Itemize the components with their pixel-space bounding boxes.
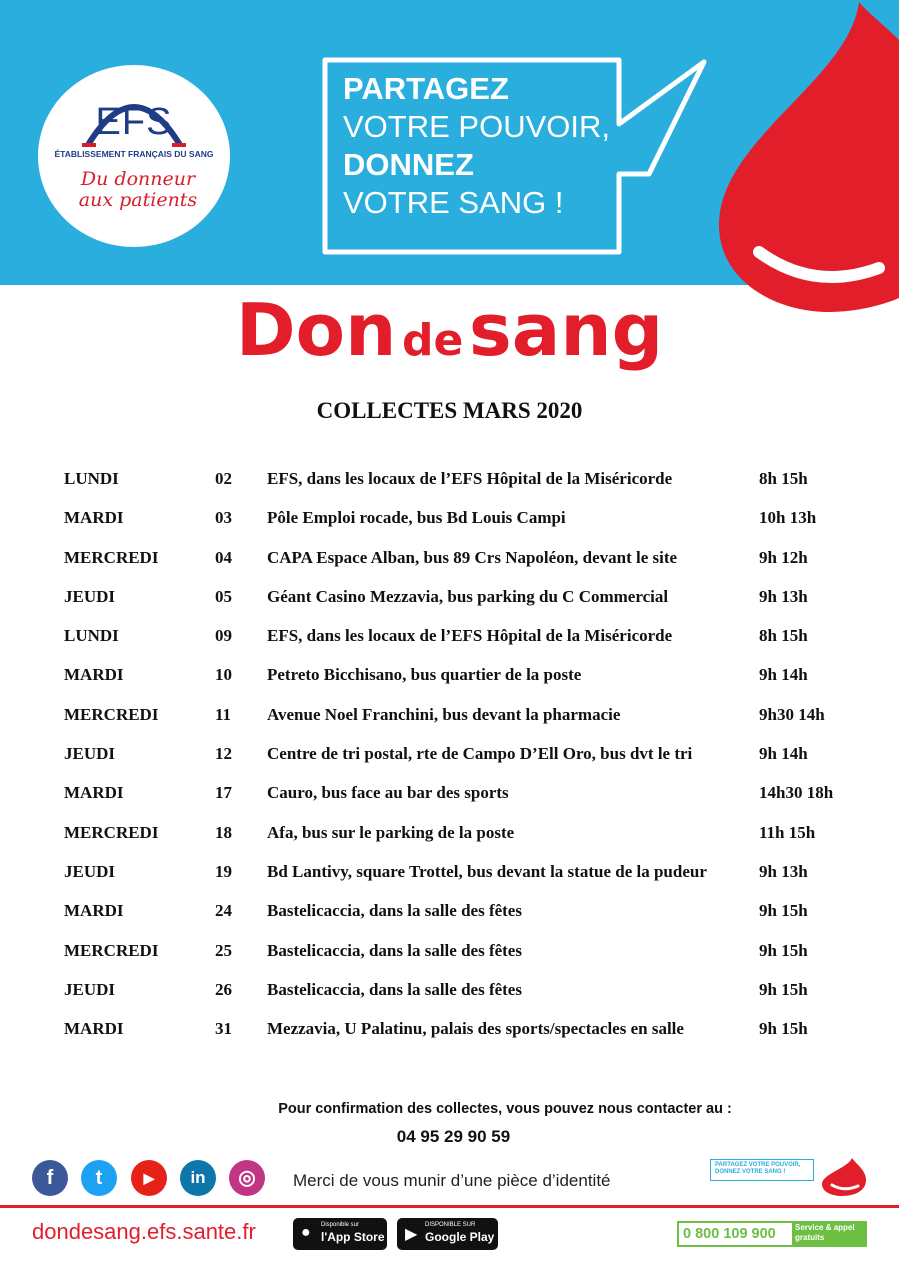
row-day: MARDI	[64, 901, 124, 921]
footer-divider	[0, 1205, 899, 1208]
page-title	[0, 290, 899, 390]
row-date: 11	[215, 704, 232, 724]
blood-drop-icon	[719, 0, 899, 312]
row-day: JEUDI	[64, 744, 116, 764]
table-row	[64, 580, 864, 619]
row-hours: 9h 15h	[759, 940, 808, 960]
mini-slogan-line1: PARTAGEZ VOTRE POUVOIR,	[715, 1162, 801, 1168]
row-day: JEUDI	[64, 979, 116, 999]
row-place: Bastelicaccia, dans la salle des fêtes	[267, 901, 522, 921]
instagram-icon[interactable]: ◎	[229, 1160, 265, 1196]
google-play-icon: ▶	[405, 1226, 418, 1243]
row-date: 18	[215, 822, 232, 842]
free-service-tag: Service & appel gratuits	[792, 1221, 867, 1247]
app-store-button[interactable]	[293, 1218, 387, 1250]
mini-slogan-text	[715, 1162, 800, 1176]
row-date: 03	[215, 508, 232, 528]
table-row	[64, 934, 864, 973]
row-hours: 8h 15h	[759, 626, 808, 646]
row-hours: 8h 15h	[759, 469, 808, 488]
apple-icon: ●	[301, 1224, 311, 1241]
table-row	[64, 462, 864, 501]
row-day: MERCREDI	[64, 704, 159, 724]
app-store-label: l'App Store	[321, 1230, 385, 1244]
id-reminder: Merci de vous munir d’une pièce d’identité	[293, 1171, 611, 1190]
row-date: 31	[215, 1019, 232, 1039]
slogan-line2: VOTRE POUVOIR,	[343, 109, 610, 144]
table-row	[64, 816, 864, 855]
row-place: Avenue Noel Franchini, bus devant la pharmacie	[267, 704, 621, 724]
efs-full-name: ÉTABLISSEMENT FRANÇAIS DU SANG	[54, 149, 214, 159]
row-hours: 9h30 14h	[759, 704, 825, 724]
social-links	[32, 1160, 272, 1198]
free-number: 0 800 109 900	[683, 1226, 776, 1242]
row-date: 17	[215, 783, 232, 803]
table-row	[64, 776, 864, 815]
row-date: 02	[215, 469, 232, 488]
table-row	[64, 1012, 864, 1051]
table-row	[64, 855, 864, 894]
linkedin-icon[interactable]: in	[180, 1160, 216, 1196]
table-row	[64, 698, 864, 737]
title-word-de: de	[401, 315, 464, 366]
table-row	[64, 894, 864, 933]
google-play-small: DISPONIBLE SUR	[425, 1222, 476, 1228]
row-day: MARDI	[64, 1019, 124, 1039]
row-date: 04	[215, 547, 232, 567]
row-place: Pôle Emploi rocade, bus Bd Louis Campi	[267, 508, 566, 528]
row-place: Afa, bus sur le parking de la poste	[267, 822, 515, 842]
table-row	[64, 541, 864, 580]
row-place: EFS, dans les locaux de l’EFS Hôpital de la Miséricorde	[267, 626, 673, 646]
slogan	[343, 70, 610, 222]
row-date: 10	[215, 665, 232, 685]
table-row	[64, 973, 864, 1012]
collectes-table	[64, 462, 864, 1051]
row-day: MERCREDI	[64, 822, 159, 842]
row-hours: 9h 15h	[759, 979, 808, 999]
row-day: LUNDI	[64, 626, 119, 646]
row-date: 25	[215, 940, 232, 960]
row-hours: 11h 15h	[759, 822, 816, 842]
app-store-small: Disponible sur	[321, 1222, 360, 1228]
table-row	[64, 619, 864, 658]
row-place: CAPA Espace Alban, bus 89 Crs Napoléon, devant le site	[267, 547, 678, 567]
row-hours: 9h 13h	[759, 861, 808, 881]
row-hours: 9h 14h	[759, 744, 808, 764]
page-subtitle: COLLECTES MARS 2020	[316, 398, 583, 423]
title-word-don: Don	[235, 288, 397, 372]
row-day: MARDI	[64, 783, 124, 803]
row-hours: 9h 13h	[759, 586, 808, 606]
mini-slogan-line2: DONNEZ VOTRE SANG !	[715, 1169, 786, 1175]
row-hours: 9h 14h	[759, 665, 808, 685]
efs-tagline-line2: aux patients	[78, 189, 198, 211]
row-place: Bastelicaccia, dans la salle des fêtes	[267, 940, 522, 960]
mini-slogan-banner	[710, 1159, 814, 1181]
row-date: 24	[215, 901, 232, 921]
row-day: MERCREDI	[64, 940, 159, 960]
efs-acronym: EFS	[95, 101, 173, 143]
row-place: EFS, dans les locaux de l’EFS Hôpital de la Miséricorde	[267, 469, 673, 488]
google-play-label: Google Play	[425, 1230, 495, 1244]
row-date: 09	[215, 626, 232, 646]
row-day: MERCREDI	[64, 547, 159, 567]
table-row	[64, 737, 864, 776]
mini-blood-drop-icon	[822, 1158, 866, 1196]
table-row	[64, 501, 864, 540]
row-day: LUNDI	[64, 469, 119, 488]
row-day: JEUDI	[64, 586, 116, 606]
row-place: Bastelicaccia, dans la salle des fêtes	[267, 979, 522, 999]
row-hours: 9h 15h	[759, 901, 808, 921]
slogan-line1: PARTAGEZ	[343, 71, 509, 106]
website-link[interactable]: dondesang.efs.sante.fr	[32, 1219, 256, 1244]
row-date: 26	[215, 979, 232, 999]
row-place: Mezzavia, U Palatinu, palais des sports/spectacles en salle	[267, 1019, 684, 1039]
title-word-sang: sang	[468, 288, 664, 372]
efs-tagline-line1: Du donneur	[80, 168, 196, 190]
contact-phone[interactable]: 04 95 29 90 59	[396, 1127, 511, 1146]
row-hours: 10h 13h	[759, 508, 817, 528]
row-place: Bd Lantivy, square Trottel, bus devant la statue de la pudeur	[267, 861, 707, 881]
row-place: Centre de tri postal, rte de Campo D’Ell Oro, bus dvt le tri	[267, 744, 693, 764]
row-hours: 14h30 18h	[759, 783, 834, 803]
row-place: Géant Casino Mezzavia, bus parking du C Commercial	[267, 586, 669, 606]
row-day: JEUDI	[64, 861, 116, 881]
row-day: MARDI	[64, 508, 124, 528]
row-date: 05	[215, 586, 232, 606]
efs-logo	[38, 65, 230, 247]
efs-tagline	[68, 169, 208, 211]
row-date: 12	[215, 744, 232, 764]
slogan-line4: VOTRE SANG !	[343, 185, 564, 220]
google-play-button[interactable]	[397, 1218, 498, 1250]
youtube-icon[interactable]: ▶	[131, 1160, 167, 1196]
slogan-line3: DONNEZ	[343, 147, 474, 182]
facebook-icon[interactable]: f	[32, 1160, 68, 1196]
row-hours: 9h 12h	[759, 547, 808, 567]
row-day: MARDI	[64, 665, 124, 685]
twitter-icon[interactable]: t	[81, 1160, 117, 1196]
table-row	[64, 658, 864, 697]
row-hours: 9h 15h	[759, 1019, 808, 1039]
confirmation-text: Pour confirmation des collectes, vous pouvez nous contacter au :	[278, 1101, 732, 1117]
row-date: 19	[215, 861, 232, 881]
row-place: Cauro, bus face au bar des sports	[267, 783, 509, 803]
row-place: Petreto Bicchisano, bus quartier de la poste	[267, 665, 582, 685]
free-number-box[interactable]	[677, 1221, 867, 1247]
